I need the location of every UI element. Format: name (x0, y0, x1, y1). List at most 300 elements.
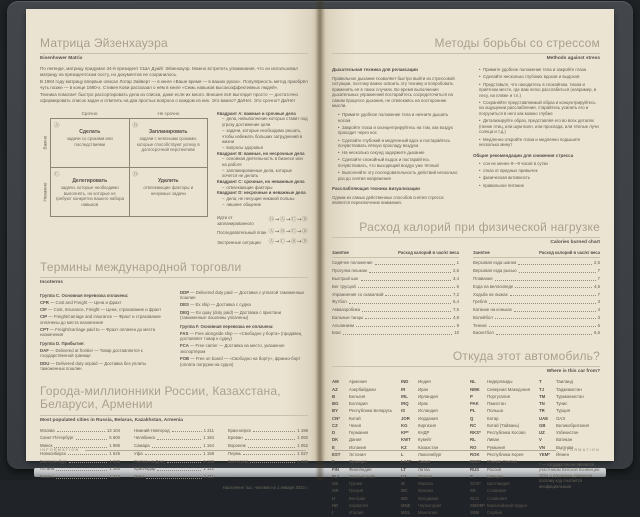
activity-name: Плавание (473, 276, 493, 281)
country-code: NMK (470, 386, 480, 392)
city-row (134, 466, 214, 472)
country-name: КНДР (418, 430, 430, 436)
car-code-row (332, 496, 393, 502)
country-name: Франция (349, 459, 367, 465)
city-row (134, 435, 214, 441)
city-population: 1 995 (109, 443, 120, 449)
matrix-column-labels (50, 111, 208, 118)
cities-column-1 (40, 428, 120, 482)
city-name: Челябинск (134, 435, 156, 441)
country-code: IRQ (401, 401, 409, 407)
country-code: E (332, 444, 335, 450)
car-code-row (401, 503, 462, 509)
matrix-quadrant (130, 168, 208, 216)
country-code: AM (332, 379, 339, 385)
country-name: Грузия (349, 481, 363, 487)
calories-row (332, 260, 459, 266)
country-name: Республика Корея (487, 451, 524, 457)
country-code: BG (332, 401, 339, 407)
calories-row (473, 323, 600, 329)
calories-column-left (332, 250, 459, 338)
calories-row (332, 330, 459, 336)
country-code: SLO (470, 495, 479, 501)
activity-name: Езда на велосипеде (473, 283, 514, 289)
city-row (228, 459, 308, 465)
car-code-row (470, 467, 531, 473)
quadrant-note-item: – вопросы здоровья (217, 145, 308, 151)
car-code-row (401, 408, 462, 414)
calories-header-activity: Занятие (473, 250, 490, 256)
country-code: RL (470, 437, 476, 443)
car-code-row (332, 394, 393, 400)
country-name: Италия (349, 510, 364, 516)
country-name: Ирландия (418, 393, 438, 399)
incoterm-entry (40, 314, 168, 325)
country-code: MGL (401, 510, 411, 516)
city-row (40, 474, 120, 480)
footer-label: INFORMATION (40, 448, 80, 452)
country-code: D (332, 430, 336, 436)
activity-name: Быстрый шаг (332, 276, 359, 281)
car-code-row (401, 394, 462, 400)
section-rule (332, 237, 600, 238)
bullet-item: • Примите удобное положение тела и начните дышать носом (332, 112, 459, 123)
country-code: S (470, 473, 473, 479)
car-code-row (332, 503, 393, 509)
activity-name: Катание на коньках (473, 307, 512, 313)
incoterm-text: — Delivered duty unpaid — Доставка без уплаты таможенных пошлин (40, 360, 147, 372)
country-name: Индия (418, 379, 431, 385)
calories-row (332, 268, 459, 274)
car-code-row (332, 474, 393, 480)
breathing-bullets (332, 112, 459, 181)
country-code: RUS (470, 466, 480, 472)
stress-section (332, 37, 600, 61)
breathing-heading: Дыхательная техника для релаксации (332, 67, 418, 73)
car-code-row (470, 488, 531, 494)
section-subtitle-incoterms: Incoterms (40, 279, 63, 285)
car-code-row (332, 387, 393, 393)
incoterms-group (180, 290, 308, 321)
city-row (40, 466, 120, 472)
quadrant-title: Запланировать (149, 128, 188, 135)
city-population: 1 164 (203, 443, 214, 449)
city-name: Воронеж (228, 443, 246, 449)
matrix-col-urgent: Срочно (81, 110, 98, 116)
activity-name: Волейбол (473, 314, 493, 320)
activity-value: 4 (597, 307, 600, 313)
city-name: Волгоград (228, 458, 249, 464)
section-subtitle-eisenhower: Eisenhower Matrix (40, 56, 83, 62)
calories-header-value: Расход калорий в час/кг веса (398, 250, 459, 256)
country-code: EST (332, 451, 341, 457)
car-code-row (401, 379, 462, 385)
incoterms-column-left (40, 290, 168, 373)
city-row (134, 459, 214, 465)
country-code: GR (332, 488, 339, 494)
quadrant-notes (217, 111, 308, 249)
matrix-quadrant (51, 119, 129, 167)
city-name: Ростов-на-Дону (134, 458, 166, 464)
incoterm-code: FCA (180, 343, 189, 349)
bullet-item: • Примите удобное положение тела и закройте глаза (473, 67, 600, 73)
city-population: 1 092 (297, 435, 308, 441)
footer-rule (334, 450, 556, 451)
priority-row (217, 239, 308, 246)
car-code-row (470, 423, 531, 429)
incoterm-code: CPT (40, 326, 49, 332)
activity-value: 7 (597, 291, 600, 297)
country-code: B (332, 393, 336, 399)
quadrant-note-heading: Квадрант B: важные, но несрочные дела (217, 150, 305, 156)
country-name: ОАЭ (556, 415, 566, 421)
car-code-row (332, 430, 393, 436)
car-code-row (470, 394, 531, 400)
incoterms-group (40, 341, 168, 372)
city-name: Краснодар (134, 466, 156, 472)
calories-row (332, 307, 459, 313)
country-name: Финляндия (349, 466, 372, 472)
bullet-item: • Сохраняйте представляемый образ и концентрируйтесь на ощущении расслабления, старайтесь усилить его и погрузиться в него как можно глубже (473, 100, 600, 117)
activity-value: 3 (597, 299, 600, 305)
stress-column-right (473, 67, 600, 209)
city-population: 1 196 (297, 427, 308, 433)
quadrant-note-item: – основная деятельность в бизнесе или на работе (217, 156, 308, 167)
city-name: Новосибирск (40, 450, 66, 456)
city-name: Уфа (134, 450, 143, 456)
right-page-footer (334, 448, 600, 452)
country-code: IS (401, 408, 406, 414)
quadrant-description: задачи с неясными сроками, которые способствуют успеху в долгосрочной перспективе (136, 136, 200, 153)
quadrant-note-item: – лишнее общение (217, 202, 308, 208)
incoterm-code: CFR (40, 299, 49, 305)
priority-label: Экстренные ситуации (217, 239, 261, 245)
activity-value: 6,5 (594, 330, 600, 336)
intro-paragraph: Техника помогает быстро рассортировать дела из списка, даже если их много. Внешне всё выглядит просто — достаточно сформировать список задач и ответить на два простых вопроса о каждом из них. Это важно? Да/Нет. Это срочно? Да/Нет (40, 91, 299, 103)
matrix-grid (50, 118, 208, 217)
calories-table (332, 250, 600, 338)
car-code-row (470, 510, 531, 516)
country-code: CZ (332, 422, 338, 428)
section-subtitle-stress: Methods against stress (546, 56, 600, 62)
activity-value: 4,8 (453, 314, 459, 320)
country-code: SK (470, 488, 476, 494)
country-name: Тунис (556, 401, 568, 407)
quadrant-note (217, 111, 308, 151)
city-name: Самара (134, 443, 150, 449)
car-code-row (470, 401, 531, 407)
car-code-row (539, 401, 600, 407)
country-name: Южная Осетия (487, 459, 517, 465)
country-name: Киргизия (418, 422, 436, 428)
priority-row (217, 229, 308, 236)
car-code-row (401, 459, 462, 465)
bullet-item: • правильное питание (473, 183, 600, 189)
incoterm-code: CIF (40, 306, 47, 312)
cities-table (40, 428, 308, 482)
country-name: Ватикан (556, 437, 573, 443)
city-population: 1 111 (203, 474, 214, 480)
country-code: SRB (470, 510, 480, 516)
city-name: Минск (40, 443, 53, 449)
calories-row (473, 268, 600, 274)
country-name: Узбекистан (556, 430, 579, 436)
car-code-row (470, 437, 531, 443)
city-row (228, 428, 308, 434)
incoterm-text: — Cost and Freight — Цена и фрахт (48, 299, 122, 305)
country-name: Румыния (487, 444, 506, 450)
country-name: Йемен (556, 451, 570, 457)
country-name: Молдавия (418, 495, 439, 501)
common-recommendations-bullets (473, 161, 600, 188)
country-name: Пакистан (487, 401, 506, 407)
priority-label: Последовательный план (217, 229, 267, 235)
incoterm-code: FOB (180, 356, 190, 362)
country-code: TN (539, 401, 545, 407)
country-code: TM (539, 393, 546, 399)
country-name: Турция (556, 408, 571, 414)
car-code-row (470, 379, 531, 385)
city-row (134, 428, 214, 434)
city-name: Красноярск (228, 427, 251, 433)
section-rule (40, 415, 308, 416)
country-name: Республика Косово (487, 430, 526, 436)
section-rule (40, 277, 308, 278)
country-code: SCO* (470, 481, 481, 487)
incoterm-code: DDU (40, 360, 50, 366)
priority-row (217, 215, 308, 226)
calories-row (332, 315, 459, 321)
eisenhower-matrix-block (40, 111, 308, 249)
calories-row (473, 307, 600, 313)
country-name: Хорватия (349, 502, 368, 508)
eisenhower-section (40, 37, 308, 61)
country-name: Казахстан (418, 444, 439, 450)
country-code: LT (401, 466, 406, 472)
country-name: Иордания (418, 415, 438, 421)
country-code: F (332, 459, 335, 465)
activity-value: 2,6 (453, 268, 459, 274)
city-row (40, 459, 120, 465)
country-code: KP* (401, 430, 409, 436)
city-population: 1 211 (203, 427, 214, 433)
country-code: AZ (332, 386, 338, 392)
city-population: 1 315 (109, 474, 120, 480)
country-name: Германия (349, 430, 369, 436)
incoterm-text: — Freight/carriage paid to — Фрахт оплачен до места назначения (40, 326, 156, 338)
incoterm-code: DAF (40, 347, 49, 353)
activity-name: Верховая езда рысью (473, 268, 517, 274)
section-title-eisenhower: Матрица Эйзенхауэра (40, 36, 168, 50)
country-name: Монако (418, 488, 434, 494)
intro-paragraph: По легенде, матрицу придумал 34-й президент США Дуайт Эйзенхауэр. Можно встретить упоминания, что он использовал матрицу на президентском посту, но документов не сохранилось. (40, 66, 298, 78)
car-code-row (539, 408, 600, 414)
activity-value: 3,4 (453, 276, 459, 281)
bullet-item: • Выполняйте эту последовательность действий несколько раз до снятия напряжения (332, 170, 459, 181)
activity-name: Бальные танцы (332, 314, 364, 320)
country-code: KZ (401, 444, 407, 450)
quadrant-note-item: – запланированные дела, которые хочется не делать (217, 168, 308, 179)
car-code-row (401, 416, 462, 422)
country-name: Испания (349, 444, 367, 450)
country-code: RSO* (470, 459, 481, 465)
incoterm-entry (180, 290, 308, 301)
country-name: Лихтенштейн (349, 473, 376, 479)
country-code: PL (470, 408, 476, 414)
incoterm-entry (180, 331, 308, 342)
section-subtitle-cars: Where is this car from? (546, 369, 600, 375)
priority-sequence: Ⓐ→Ⓒ→Ⓑ→Ⓓ (268, 238, 308, 245)
quadrant-letter-icon: Ⓓ (132, 171, 139, 178)
car-code-row (470, 430, 531, 436)
cities-column-2 (134, 428, 214, 482)
car-code-row (539, 452, 600, 458)
quadrant-letter-icon: Ⓒ (54, 171, 60, 178)
country-code: NL (470, 379, 476, 385)
city-row (228, 435, 308, 441)
country-code: V (539, 437, 542, 443)
country-code: IND (401, 379, 409, 385)
car-code-row (539, 394, 600, 400)
country-code: IRL (401, 393, 408, 399)
bullet-item: • Сделайте глубокий и медленный вдох и постарайтесь почувствовать лёгкую прохладу воздуха (332, 138, 459, 149)
incoterm-entry (180, 310, 308, 321)
incoterm-entry (40, 300, 168, 306)
car-code-row (401, 496, 462, 502)
car-code-row (332, 423, 393, 429)
car-code-row (401, 488, 462, 494)
activity-value: 6 (456, 283, 459, 289)
car-code-row (470, 503, 531, 509)
activity-name: Сидячее положение (332, 260, 373, 266)
country-code: FIN (332, 466, 339, 472)
car-code-row (539, 437, 600, 443)
priority-sequence: Ⓑ→Ⓐ→Ⓒ→Ⓓ (268, 217, 308, 224)
quadrant-note-item: – дела, невыполнение которых ставит под угрозу достижение цели (217, 116, 308, 127)
quadrant-title: Сделать (79, 128, 101, 135)
incoterms-group-heading: Группа C. Основная перевозка оплачена: (40, 292, 129, 298)
visualization-heading: Расслабляющая техника визуализации (332, 186, 420, 192)
country-name: Великобритания (556, 422, 589, 428)
car-code-row (332, 467, 393, 473)
country-name: Таиланд (556, 379, 573, 385)
country-name: Польша (487, 408, 503, 414)
car-code-row (332, 459, 393, 465)
bullet-item: • Сделайте несколько глубоких вдохов и выдохов (473, 74, 600, 80)
country-code: MC (401, 488, 408, 494)
quadrant-description: задачи со сроками или последствиями (66, 136, 113, 147)
calories-row (473, 315, 600, 321)
bullet-item: • Сделайте спокойный выдох и постарайтесь почувствовать, что выходящий воздух уже тёплый (332, 157, 459, 168)
country-code: VN (539, 444, 545, 450)
quadrant-title: Удалить (157, 177, 179, 184)
country-code: ROK (470, 451, 480, 457)
car-code-row (332, 437, 393, 443)
matrix-row-labels (40, 118, 50, 217)
car-code-row (401, 437, 462, 443)
car-codes-footnote: * — государство не является участником Венской Конвенции ООН о дорожном движении, поэтому код считается неофициальным (539, 461, 600, 489)
city-population: 1 539 (109, 458, 120, 464)
country-name: Дания (349, 437, 362, 443)
quadrant-description: отвлекающие факторы и ненужные задачи (143, 185, 194, 196)
section-rule (332, 366, 600, 367)
activity-value: 6 (597, 322, 600, 328)
country-name: Китай (Тайвань) (487, 422, 520, 428)
activity-name: Футбол (332, 299, 347, 305)
car-code-row (539, 387, 600, 393)
incoterm-text: — Delivered at frontier — Товар доставляется к государственной границе (40, 347, 143, 359)
car-code-row (332, 379, 393, 385)
activity-value: 7 (597, 268, 600, 274)
incoterm-text: — Ex quay (duty paid) — Доставка с пристани (таможенные пошлины уплачены) (180, 309, 282, 321)
cars-section (332, 350, 600, 374)
activity-value: 7,5 (453, 307, 459, 313)
country-name: Словакия (487, 488, 507, 494)
country-name: Люксембург (418, 451, 442, 457)
footer-rule (85, 450, 307, 451)
car-code-row (539, 416, 600, 422)
incoterm-text: — Free carrier — Доставка на место, указанное экспортёром (180, 343, 285, 354)
city-population: 1 135 (203, 458, 214, 464)
incoterm-entry (40, 307, 168, 313)
city-name: Пермь (228, 450, 242, 456)
city-population: 1 625 (109, 450, 120, 456)
incoterm-entry (180, 302, 308, 308)
quadrant-note-heading: Квадрант D: несрочные и неважные дела (217, 190, 306, 196)
activity-value: 6,4 (453, 299, 459, 305)
quadrant-note-heading: Квадрант А: важные и срочные дела (217, 110, 296, 116)
car-code-row (401, 401, 462, 407)
city-row (134, 474, 214, 480)
incoterm-entry (40, 361, 168, 372)
footer-label: INFORMATION (560, 448, 600, 452)
eisenhower-matrix (40, 111, 208, 249)
car-code-row (401, 452, 462, 458)
country-name: Шотландия (487, 481, 510, 487)
section-title-incoterms: Термины международной торговли (40, 259, 242, 274)
eisenhower-intro (40, 66, 308, 104)
country-code: DK (332, 437, 339, 443)
incoterm-entry (40, 327, 168, 338)
country-code: GE (332, 481, 339, 487)
section-subtitle-cities: Most populated cities in Russia, Belarus, Kazakhstan, Armenia (40, 417, 183, 423)
country-name: Сербия (487, 510, 503, 516)
right-page (320, 9, 614, 516)
quadrant-letter-icon: Ⓑ (132, 122, 139, 129)
country-name: Мальтийский Орден (487, 502, 528, 508)
car-code-row (332, 481, 393, 487)
incoterm-text: — Delivered duty paid — Доставка с уплатой таможенных пошлин (180, 289, 305, 301)
matrix-row-not-important: Неважно (42, 182, 48, 202)
activity-name: Бокс (332, 330, 342, 336)
incoterm-text: — Free alongside ship — «Свободно у борта» (продавец доставляет товар к судну) (180, 330, 302, 342)
visualization-paragraph: Одним из самых действенных способов снятия стресса является переключение внимания. (332, 194, 444, 206)
city-row (40, 428, 120, 434)
activity-value: 2,5 (594, 260, 600, 266)
country-name: Ирак (418, 401, 428, 407)
quadrant-title: Делегировать (72, 177, 108, 184)
country-name: Латвия (418, 473, 433, 479)
activity-name: Верховая езда шагом (473, 260, 517, 266)
calories-column-right (473, 250, 600, 338)
country-code: BY (332, 408, 338, 414)
city-row (40, 435, 120, 441)
bullet-item: • Медленно откройте глаза и медленно подышите несколько минут (473, 137, 600, 148)
country-name: Эстония (349, 451, 366, 457)
city-population: 1 354 (109, 466, 120, 472)
city-name: Нижний Новгород (134, 427, 170, 433)
breathing-paragraph: Правильное дыхание позволяет быстро выйти из стрессовой ситуации, поэтому важно освоить эту технику и попробовать применять её в таких случаях. Во время выполнения дыхательных упражнений постарайтесь сосредоточиться на самом процессе дыхания, не отвлекаясь на посторонние мысли. (332, 75, 455, 109)
